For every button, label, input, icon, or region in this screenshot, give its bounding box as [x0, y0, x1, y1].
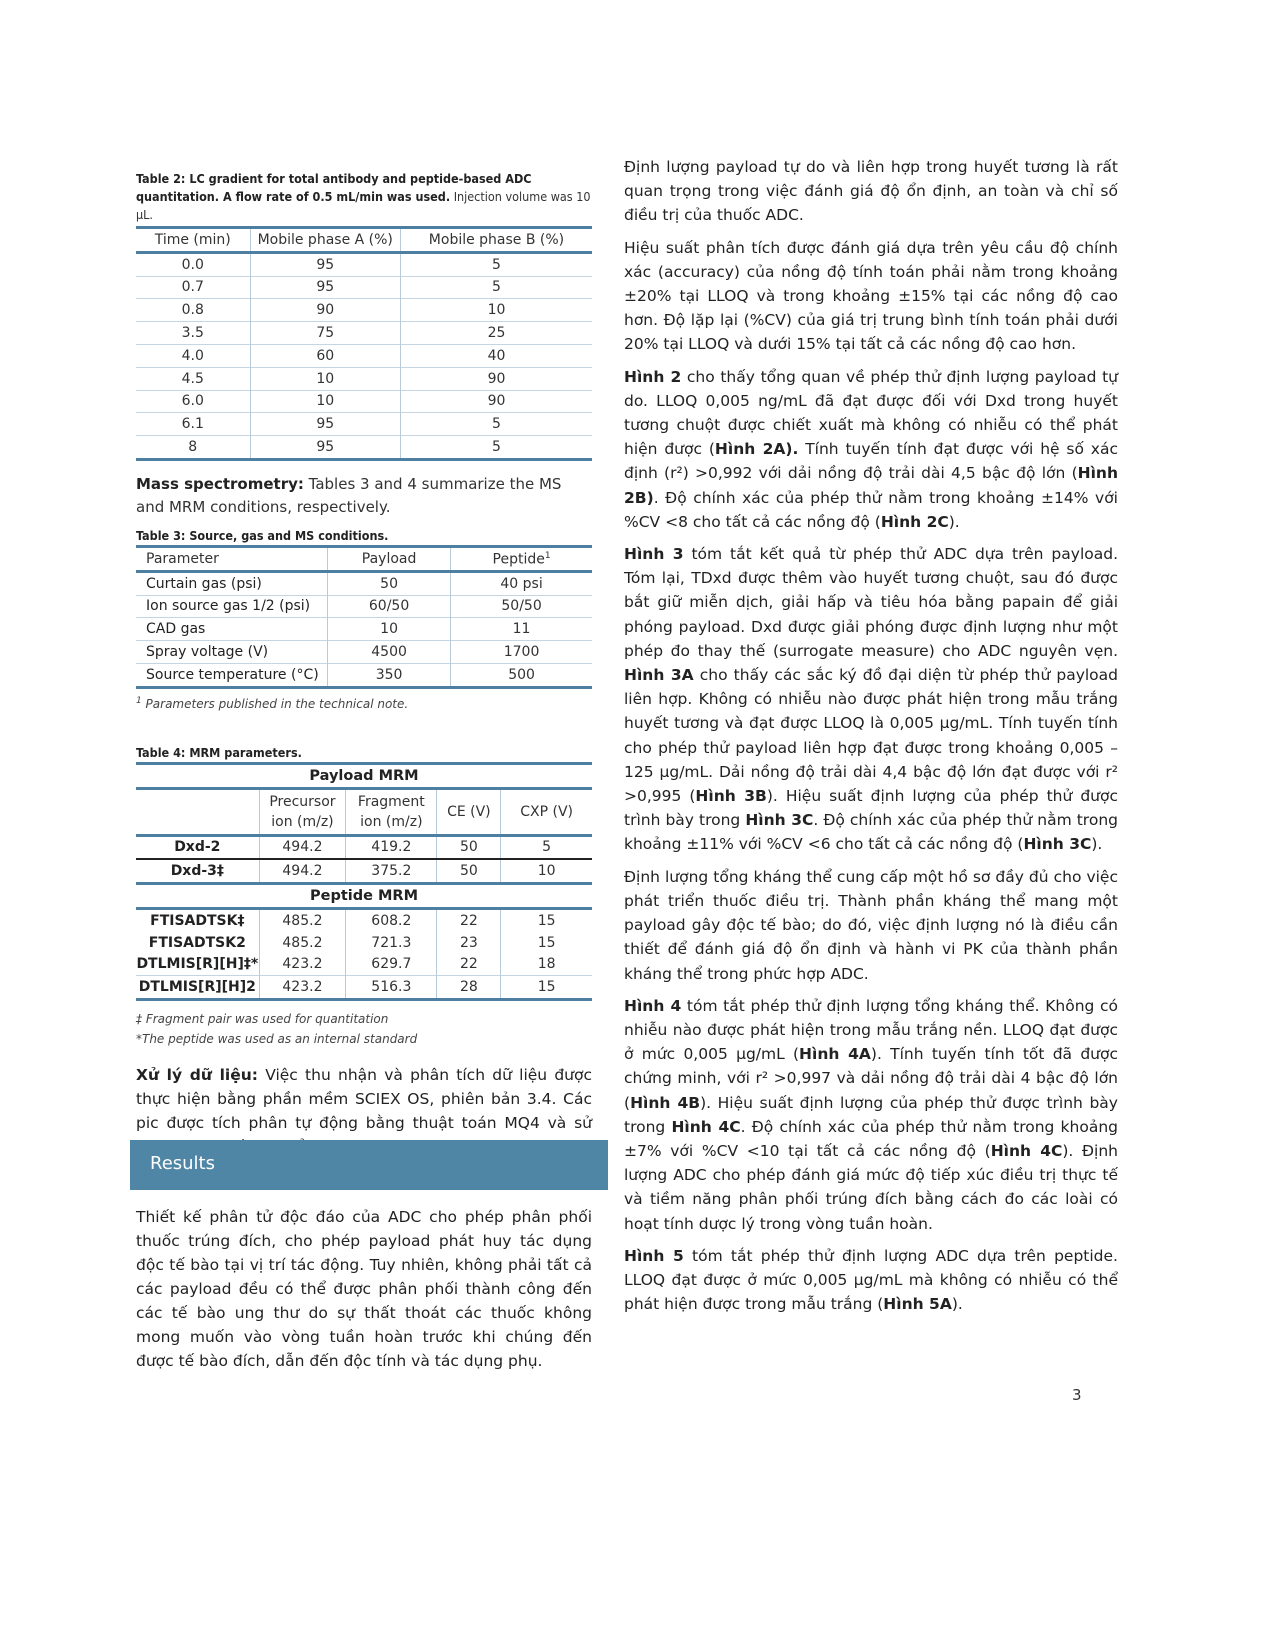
table3-header: Payload [328, 546, 451, 571]
table-cell: 10 [250, 367, 400, 390]
figure-reference: Hình 4C [990, 1141, 1063, 1160]
figure-reference: Hình 2B) [624, 464, 1118, 507]
figure-reference: Hình 2A). [714, 440, 799, 459]
data-processing-label: Xử lý dữ liệu: [136, 1066, 258, 1085]
table-row [136, 859, 592, 883]
paragraph-text: tóm tắt kết quả từ phép thử ADC dựa trên payload. Tóm lại, TDxd được thêm vào huyết tương chuột, sau đó được bắt giữ miễn dịch, giải hấp và tiêu hóa bằng papain để giải phóng payload. Dxd được giải phóng được định lượng như một phép đo thay thế (surrogate measure) cho ADC nguyên vẹn. [624, 545, 1118, 660]
table-row [136, 618, 592, 641]
table-cell: 22 [437, 908, 501, 931]
table-cell: 22 [437, 954, 501, 976]
table-row [136, 322, 592, 345]
table-cell: 90 [400, 367, 592, 390]
paragraph-text: Tính tuyến tính đạt được với hệ số xác định (r²) >0,992 với dải nồng độ trải dài 4,5 bậc độ lớn ( [624, 440, 1119, 483]
table3-caption-text: Table 3: Source, gas and MS conditions. [136, 527, 389, 543]
paragraph-text: . Độ chính xác của phép thử nằm trong khoảng ±14% với %CV <8 cho tất cả các nồng độ ( [624, 488, 1118, 531]
table-row [136, 641, 592, 664]
right-column [624, 155, 1118, 1324]
paragraph-text: cho thấy các sắc ký đồ đại diện từ phép thử payload liên hợp. Không có nhiễu nào được phát hiện trong mẫu trắng huyết tương và đạt được LLOQ là 0,005 µg/mL. Tính tuyến tính cho phép thử payload liên hợp đạt được trong khoảng 0,005 – 125 µg/mL. Dải nồng độ trải dài 4,4 bậc độ lớn đạt được với r² >0,995 ( [624, 666, 1118, 806]
table2-caption-bold: Table 2: LC gradient for total antibody and peptide-based ADC quantitation. A flow rate of 0.5 mL/min was used. [136, 171, 532, 204]
paragraph-text: tóm tắt phép thử định lượng tổng kháng thể. Không có nhiễu nào được phát hiện trong mẫu trắng nền. LLOQ đạt được ở mức 0,005 µg/mL ( [624, 996, 1118, 1064]
table-cell: 25 [400, 322, 592, 345]
table-cell: 10 [328, 618, 451, 641]
table-cell: 60/50 [328, 595, 451, 618]
table-row [136, 908, 592, 931]
table4-footnote-2: *The peptide was used as an internal standard [136, 1032, 418, 1047]
table-row [136, 571, 592, 595]
figure-reference: Hình 2C [880, 512, 949, 531]
table-cell: 350 [328, 663, 451, 687]
paragraph-text: . Độ chính xác của phép thử nằm trong khoảng ±11% với %CV <6 cho tất cả các nồng độ ( [624, 811, 1118, 854]
figure-reference: Hình 2 [624, 367, 682, 386]
paragraph-text: cho thấy tổng quan về phép thử định lượng payload tự do. LLOQ 0,005 ng/mL đã đạt được đối với Dxd trong huyết tương chuột được chiết xuất mà không có nhiễu có thể phát hiện được ( [624, 367, 1118, 459]
table-cell: 90 [400, 390, 592, 413]
table4-footnote-1: ‡ Fragment pair was used for quantitation [136, 1012, 389, 1027]
table-row [136, 976, 592, 1000]
table-cell: 10 [501, 859, 592, 883]
paragraph-text: ). [951, 1295, 963, 1314]
table-cell: 423.2 [259, 976, 346, 1000]
mass-spec-text: Tables 3 and 4 summarize the MS and MRM conditions, respectively. [136, 474, 562, 516]
results-intro-paragraph: Thiết kế phân tử độc đáo của ADC cho phép phân phối thuốc trúng đích, cho phép payload phát huy tác dụng độc tế bào tại vị trí tác động. Tuy nhiên, không phải tất cả các payload đều có thể được phân phối thành công đến các tế bào ung thư do sự thất thoát các thuốc không mong muốn vào vòng tuần hoàn trước khi chúng đến được tế bào đích, dẫn đến độc tính và tác dụng phụ. [136, 1208, 592, 1370]
table-cell: 23 [437, 932, 501, 954]
table-cell: 90 [250, 299, 400, 322]
table-cell: 60 [250, 344, 400, 367]
footnote-marker: 1 [136, 695, 142, 706]
table-cell: 0.7 [181, 279, 204, 296]
table-row [136, 276, 592, 299]
table-cell: 50 [437, 859, 501, 883]
table-cell: 494.2 [259, 859, 346, 883]
figure-reference: Hình 3C [745, 811, 814, 830]
paragraph-payload-importance: Định lượng payload tự do và liên hợp trong huyết tương là rất quan trọng trong việc đánh giá độ ổn định, an toàn và chỉ số điều trị của thuốc ADC. [624, 158, 1118, 225]
table-cell: 4500 [328, 641, 451, 664]
table-cell: DTLMIS[R][H]2 [138, 979, 256, 996]
table-cell: 40 [400, 344, 592, 367]
table-cell: 419.2 [346, 835, 437, 859]
paragraph-figure-2 [624, 365, 1118, 534]
figure-reference: Hình 4B [630, 1093, 701, 1112]
table4-header: CE (V) [437, 788, 501, 835]
table-cell: CAD gas [146, 621, 206, 638]
results-heading: Results [150, 1153, 215, 1174]
paragraph-text: ). [1091, 835, 1103, 854]
table-cell: 95 [250, 436, 400, 460]
data-processing-text: Việc thu nhận và phân tích dữ liệu được thực hiện bằng phần mềm SCIEX OS, phiên bản 3.4. Các pic được tích phân tự động bằng thuật toán MQ4 và sử [136, 1066, 592, 1133]
table4-caption-text: Table 4: MRM parameters. [136, 744, 302, 760]
table-cell: 6.1 [181, 416, 204, 433]
table-cell: Dxd-3‡ [170, 863, 224, 880]
figure-reference: Hình 4A [799, 1045, 871, 1064]
table2-header-row [136, 228, 592, 253]
table-cell: 5 [400, 436, 592, 460]
table-cell: 608.2 [346, 908, 437, 931]
left-column [136, 170, 592, 1159]
mass-spec-paragraph [136, 473, 592, 519]
table-row [136, 595, 592, 618]
table3-header-peptide: Peptide [492, 551, 545, 568]
table-row [136, 299, 592, 322]
table4-header [136, 788, 259, 835]
table-cell: 0.0 [181, 256, 204, 273]
figure-reference: Hình 5A [883, 1295, 952, 1314]
table-cell: 15 [501, 908, 592, 931]
table2-caption [136, 170, 592, 224]
table-cell: Spray voltage (V) [146, 644, 269, 661]
table2-caption-normal: Injection volume was 10 µL. [136, 189, 591, 222]
table-row [136, 413, 592, 436]
table-cell: 10 [250, 390, 400, 413]
table-cell: 5 [400, 413, 592, 436]
table-cell: FTISADTSK2 [148, 934, 246, 951]
table-cell: 500 [451, 663, 592, 687]
table4-caption [136, 744, 592, 762]
table3-footnote [136, 691, 592, 714]
paragraph-text: tóm tắt phép thử định lượng ADC dựa trên peptide. LLOQ đạt được ở mức 0,005 µg/mL mà không có nhiễu có thể phát hiện được trong mẫu trắng ( [624, 1246, 1118, 1314]
table-cell: 721.3 [346, 932, 437, 954]
table-row [136, 954, 592, 976]
paragraph-text: ). [948, 512, 960, 531]
table-cell: 95 [250, 413, 400, 436]
figure-reference: Hình 3B [695, 787, 767, 806]
table3-header [451, 546, 592, 571]
table-row [136, 252, 592, 276]
paragraph-text: ). Hiệu suất định lượng của phép thử được trình bày trong [624, 787, 1119, 830]
table2-lc-gradient [136, 226, 592, 461]
table-cell: 50 [437, 835, 501, 859]
paragraph-text: ). Hiệu suất định lượng của phép thử được trình bày trong [624, 1093, 1118, 1136]
table4-header: Fragment ion (m/z) [346, 788, 437, 835]
table-cell: 10 [400, 299, 592, 322]
table-cell: 423.2 [259, 954, 346, 976]
table-cell: 18 [501, 954, 592, 976]
paragraph-text: . Độ chính xác của phép thử nằm trong khoảng ±7% với %CV <10 tại tất cả các nồng độ ( [624, 1117, 1119, 1160]
table-cell: 0.8 [181, 302, 204, 319]
table3-ms-conditions [136, 545, 592, 689]
table-cell: 3.5 [181, 325, 204, 342]
page-number: 3 [1072, 1386, 1082, 1404]
paragraph-acceptance-criteria: Hiệu suất phân tích được đánh giá dựa trên yêu cầu độ chính xác (accuracy) của nồng độ tính toán phải nằm trong khoảng ±20% tại LLOQ và trong khoảng ±15% tại các nồng độ cao hơn. Độ lặp lại (%CV) của giá trị trung bình tính toán phải dưới 20% tại LLOQ và dưới 15% tại tất cả các nồng độ cao hơn. [624, 238, 1118, 354]
table-cell: 629.7 [346, 954, 437, 976]
mass-spec-label: Mass spectrometry: [136, 474, 304, 493]
table3-header: Parameter [146, 550, 219, 567]
table-cell: 11 [451, 618, 592, 641]
table-cell: 5 [400, 252, 592, 276]
paragraph-total-antibody: Định lượng tổng kháng thể cung cấp một hồ sơ đầy đủ cho việc phát triển thuốc điều trị. Thành phần kháng thể mang một payload gây độc tế bào; do đó, việc định lượng nó là điều cần thiết để đánh giá độ ổn định và hành vi PK của thành phần kháng thể trong phức hợp ADC. [624, 867, 1118, 983]
table-row [136, 344, 592, 367]
figure-reference: Hình 4 [624, 996, 682, 1015]
table-cell: 95 [250, 276, 400, 299]
table4-header-row [136, 788, 592, 835]
table-cell: 95 [250, 252, 400, 276]
peptide-mrm-title: Peptide MRM [309, 888, 419, 905]
table-cell: 15 [501, 976, 592, 1000]
table-cell: Curtain gas (psi) [146, 575, 262, 592]
table-cell: Ion source gas 1/2 (psi) [146, 598, 311, 615]
table-row [136, 835, 592, 859]
table-cell: 5 [501, 835, 592, 859]
figure-reference: Hình 3C [1023, 835, 1092, 854]
paragraph-figure-4 [624, 994, 1118, 1236]
figure-reference: Hình 4C [671, 1117, 741, 1136]
table-cell: 6.0 [181, 393, 204, 410]
paragraph-figure-5 [624, 1244, 1118, 1317]
table-cell: 8 [188, 439, 198, 456]
table-cell: 15 [501, 932, 592, 954]
table2-header: Mobile phase A (%) [250, 228, 400, 253]
figure-reference: Hình 3 [624, 545, 684, 564]
table3-caption [136, 527, 592, 545]
table-cell: 50 [328, 571, 451, 595]
table-cell: 494.2 [259, 835, 346, 859]
table-row [136, 367, 592, 390]
table4-header: CXP (V) [501, 788, 592, 835]
footnote-marker: 1 [544, 550, 551, 561]
table-cell: FTISADTSK‡ [150, 912, 245, 929]
table-cell: 28 [437, 976, 501, 1000]
payload-mrm-title: Payload MRM [309, 767, 419, 784]
table-cell: 4.5 [181, 370, 204, 387]
table-cell: 516.3 [346, 976, 437, 1000]
table2-header: Mobile phase B (%) [400, 228, 592, 253]
payload-mrm-row [136, 763, 592, 788]
peptide-mrm-row [136, 884, 592, 909]
paragraph-figure-3 [624, 542, 1118, 857]
table-cell: 5 [400, 276, 592, 299]
table-row [136, 663, 592, 687]
table-cell: Dxd-2 [174, 839, 221, 856]
table-row [136, 390, 592, 413]
figure-reference: Hình 5 [624, 1246, 684, 1265]
paragraph-text: ). Tính tuyến tính tốt đã được chứng minh, với r² >0,997 và dải nồng độ trải dài 4 bậc độ lớn ( [624, 1045, 1118, 1112]
table-cell: 4.0 [181, 347, 204, 364]
table-cell: 1700 [451, 641, 592, 664]
table-cell: 485.2 [259, 908, 346, 931]
table4-header: Precursor ion (m/z) [259, 788, 346, 835]
table-cell: DTLMIS[R][H]‡* [136, 956, 259, 973]
table-row [136, 436, 592, 460]
table-cell: 485.2 [259, 932, 346, 954]
table-cell: 75 [250, 322, 400, 345]
table3-footnote-text: Parameters published in the technical note. [141, 696, 409, 711]
table3-header-row [136, 546, 592, 571]
figure-reference: Hình 3A [624, 666, 694, 685]
table-cell: 40 psi [451, 571, 592, 595]
table-cell: 375.2 [346, 859, 437, 883]
table-cell: 50/50 [451, 595, 592, 618]
table4-mrm-parameters [136, 762, 592, 1001]
results-section-header [130, 1140, 608, 1190]
table-row [136, 932, 592, 954]
paragraph-text: ). Định lượng ADC cho phép đánh giá mức độ tiếp xúc điều trị thực tế và tiềm năng phân phối trúng đích bằng cách đo các loài có hoạt tính dược lý trong vòng tuần hoàn. [624, 1141, 1118, 1233]
table2-header: Time (min) [154, 231, 231, 248]
table-cell: Source temperature (°C) [146, 666, 319, 683]
